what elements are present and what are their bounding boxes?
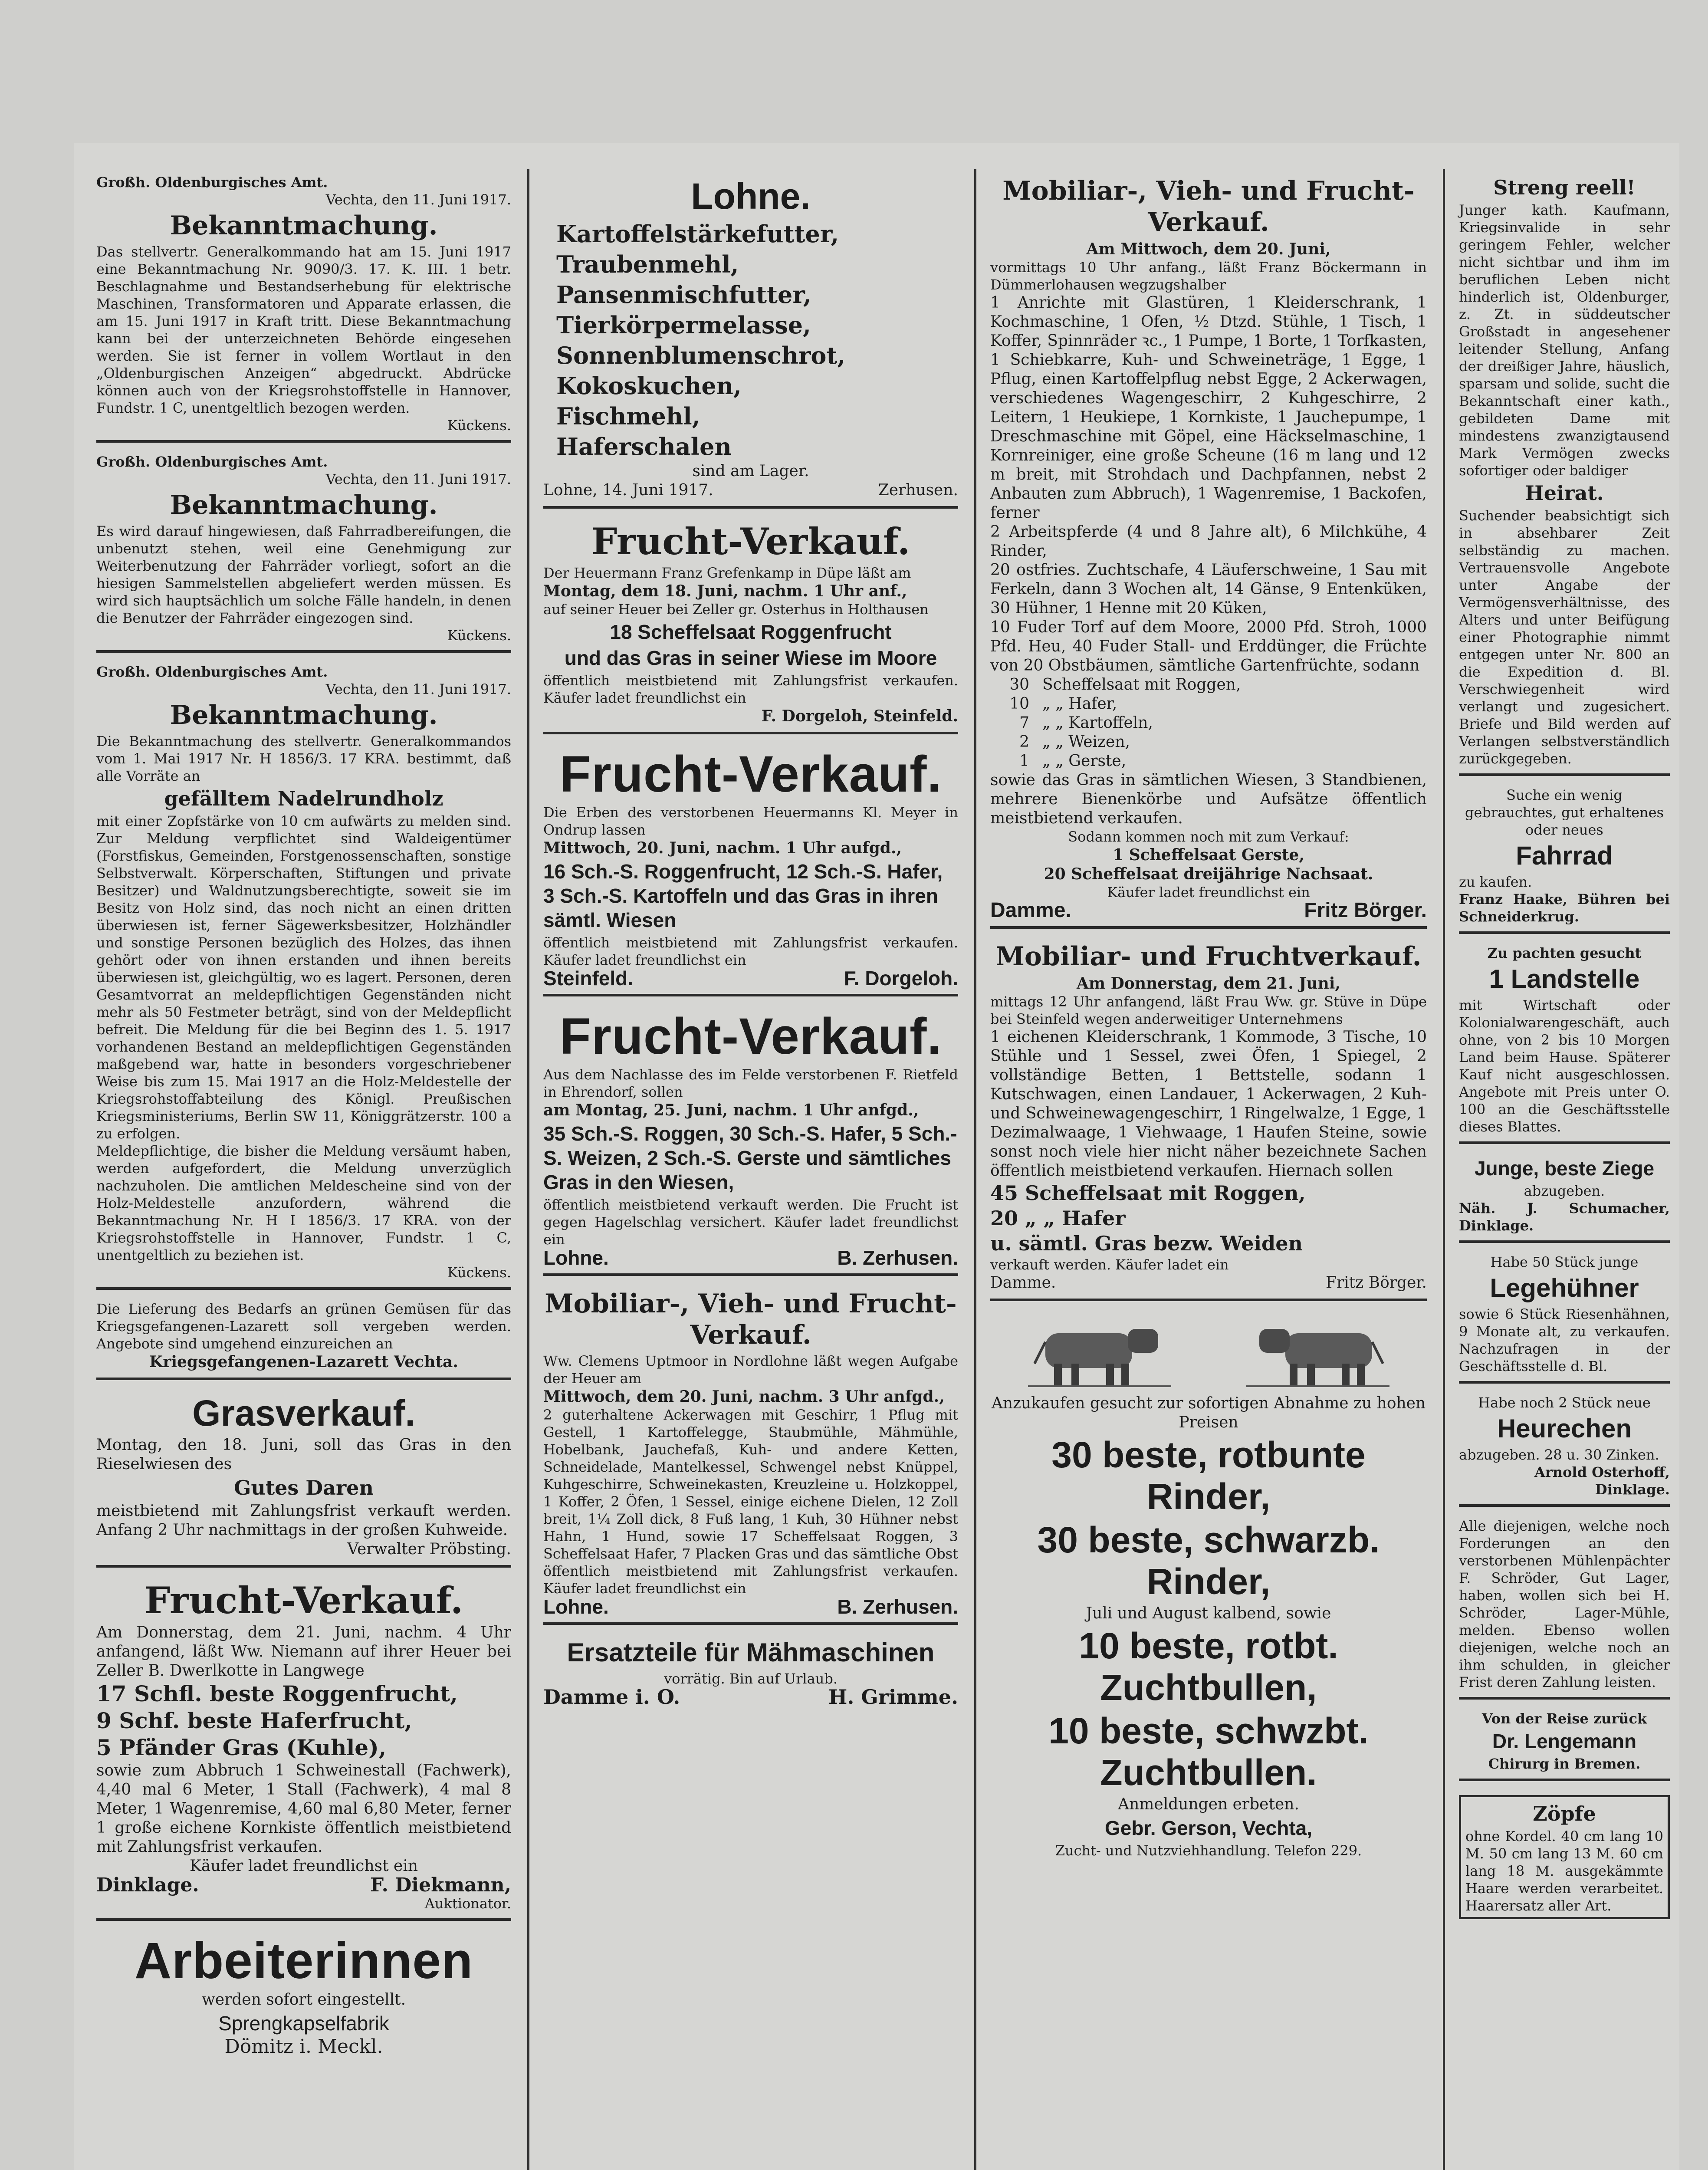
ad-intro: Am Donnerstag, dem 21. Juni, nachm. 4 Uhr anfangend, läßt Ww. Niemann auf ihrer Heuer bei Zeller B. Dwerlkotte in Langwege: [96, 1624, 511, 1680]
notice-intro: Die Bekanntmachung des stellvertr. Generalkommandos vom 1. Mai 1917 Nr. H 1856/3. 17 KRA. bestimmt, daß alle Vorräte an: [96, 733, 511, 784]
crop-unit: „ „ Kartoffeln,: [1042, 714, 1153, 732]
ad-body: ohne Kordel. 40 cm lang 10 M. 50 cm lang 13 M. 60 cm lang 18 M. ausgekämmte Haare werden verarbeitet. Haarersatz aller Art.: [1465, 1828, 1663, 1914]
ad-grass-sale: [96, 1386, 511, 1568]
ad-body: auf seiner Heuer bei Zeller gr. Osterhus in Holthausen: [543, 601, 929, 618]
ad-place: Damme.: [990, 899, 1071, 922]
cow-icon: [1028, 1316, 1171, 1390]
ad-highlight: 20 „ „ Hafer: [990, 1207, 1126, 1230]
notice-body: Das stellvertr. Generalkommando hat am 15. Juni 1917 eine Bekanntmachung Nr. 9090/3. 17. K. III. 1 betr. Beschlagnahme und Bestandserhebung für elektrische Maschinen, Transformatoren und Apparate erlassen, die am 15. Juni 1917 in Kraft tritt. Diese Bekanntmachung kann bei der unterzeichneten Behörde eingesehen werden. Sie ist ferner in vollem Wortlaut in den „Oldenburgischen Anzeigen“ abgedruckt. Abdrücke können auch von der Kriegsrohstoffstelle in Hannover, Fundstr. 1 C, unentgeltlich bezogen werden.: [96, 243, 511, 416]
ad-title: Ersatzteile für Mähmaschinen: [567, 1638, 935, 1667]
ad-body: 1 eichenen Kleiderschrank, 1 Kommode, 3 Tische, 10 Stühle und 1 Sessel, zwei Öfen, 1 Spiegel, 2 vollständige Betten, 1 Bettstelle, sodann 1 Kutschwagen, einen Landauer, 1 Ackerwagen, 2 Kuh- und Schweinewagengeschirr, 1 Ringelwalze, 1 Egge, 1 Dezimalwaage, 1 Viehwaage, 1 Haufen Steine, sowie sonst noch viele hier nicht näher bezeichnete Sachen öffentlich meistbietend verkaufen. Hiernach sollen: [990, 1028, 1427, 1180]
notice-vegetables: [96, 1296, 511, 1380]
ad-title: Mobiliar-, Vieh- und Frucht-Verkauf.: [545, 1289, 957, 1350]
column-4: [1449, 169, 1679, 2170]
hair-ad-frame: [1459, 1795, 1670, 1919]
authority: Großh. Oldenburgisches Amt.: [96, 454, 328, 470]
company-city: Dömitz i. Meckl.: [224, 2035, 383, 2058]
ad-body-2: meistbietend mit Zahlungsfrist verkauft werden. Anfang 2 Uhr nachmittags in der großen Kuhweide.: [96, 1502, 511, 1539]
feed-item: Tierkörpermelasse,: [556, 311, 811, 339]
ad-title: Arbeiterinnen: [134, 1932, 473, 1989]
crop-qty: 1: [1019, 752, 1029, 770]
ad-title: Mobiliar-, Vieh- und Frucht-Verkauf.: [1002, 176, 1415, 237]
ad-title: Heurechen: [1497, 1414, 1632, 1443]
ad-title: Grasverkauf.: [192, 1393, 415, 1434]
signature: Kückens.: [447, 417, 511, 434]
crop-unit: „ „ Gerste,: [1042, 752, 1127, 770]
ad-title: 1 Landstelle: [1489, 964, 1640, 993]
ad-fruit-sale-grefenkamp: [543, 515, 958, 734]
signature-role: Auktionator.: [424, 1895, 511, 1912]
ad-highlight: 30 beste, schwarzb. Rinder,: [1037, 1519, 1380, 1602]
ad-intro: Habe 50 Stück junge: [1490, 1254, 1639, 1270]
ad-title: Mobiliar- und Fruchtverkauf.: [995, 941, 1422, 972]
ad-date: Am Donnerstag, dem 21. Juni,: [1077, 974, 1340, 993]
ad-subtitle: werden sofort eingestellt.: [201, 1991, 406, 2009]
ad-fruit-sale-meyer: [543, 740, 958, 996]
ad-fruit-sale-niemann: [96, 1574, 511, 1921]
column-2: [534, 169, 968, 2170]
ad-hay-rakes: [1459, 1390, 1670, 1507]
dateline: Vechta, den 11. Juni 1917.: [325, 191, 511, 208]
ad-title: Zöpfe: [1533, 1802, 1596, 1825]
newspaper-page: [74, 143, 1679, 2170]
ad-tail: sowie das Gras in sämtlichen Wiesen, 3 Standbienen, mehrere Bienenkörbe und Aufsätze öffentlich meistbietend verkaufen.: [990, 771, 1427, 827]
ad-furniture-sale-uptmoor: [543, 1282, 958, 1625]
ad-highlight: 35 Sch.-S. Roggen, 30 Sch.-S. Hafer, 5 Sch.-S. Weizen, 2 Sch.-S. Gerste und sämtliches Gras in den Wiesen,: [543, 1122, 957, 1194]
ad-highlight: 45 Scheffelsaat mit Roggen,: [990, 1181, 1306, 1205]
ad-title: Fahrrad: [1516, 841, 1613, 870]
notice-body-2: Meldepflichtige, die bisher die Meldung versäumt haben, werden aufgefordert, die Meldung unverzüglich nachzuholen. Die amtlichen Meldescheine sind von der Holz-Meldestelle anzufordern, während die Bekanntmachung Nr. H I 1856/3. 17 KRA. von der Kriegsrohstoffstelle in Hannover, Fundstr. 1 C, unentgeltlich zu beziehen ist.: [96, 1143, 511, 1263]
signature: H. Grimme.: [828, 1685, 958, 1709]
ad-date: Montag, dem 18. Juni, nachm. 1 Uhr anf.,: [543, 582, 907, 600]
notice-body: Die Lieferung des Bedarfs an grünen Gemüsen für das Kriegsgefangenen-Lazarett soll vergeben werden. Angebote sind umgehend einzureichen an: [96, 1301, 511, 1352]
ad-intro: Ww. Clemens Uptmoor in Nordlohne läßt wegen Aufgabe der Heuer am: [543, 1353, 958, 1387]
feed-item: Sonnenblumenschrot,: [556, 342, 846, 369]
ad-note: Anmeldungen erbeten.: [1118, 1795, 1299, 1813]
ad-body: öffentlich meistbietend verkauft werden. Die Frucht ist gegen Hagelschlag versichert. Käufer ladet freundlichst ein: [543, 1197, 958, 1248]
signature: F. Dorgeloh, Steinfeld.: [761, 707, 958, 725]
ad-subtitle: abzugeben.: [1524, 1183, 1605, 1199]
ad-title: Lohne.: [691, 176, 811, 217]
feed-item: Fischmehl,: [556, 402, 700, 430]
notice-subject: gefälltem Nadelrundholz: [164, 787, 443, 810]
ad-highlight-2: und das Gras in seiner Wiese im Moore: [564, 647, 937, 669]
ad-body: Alle diejenigen, welche noch Forderungen an den verstorbenen Mühlenpächter F. Schröder, Gut Lager, haben, wollen sich bei H. Schröder, Lager-Mühle, melden. Ebenso wollen diejenigen, welche noch an ihm schulden, in gleicher Frist deren Zahlung leisten.: [1459, 1518, 1670, 1690]
signature: Näh. J. Schumacher, Dinklage.: [1459, 1200, 1670, 1234]
ad-highlight: 10 beste, rotbt. Zuchtbullen,: [1079, 1625, 1338, 1708]
ad-title: Junge, beste Ziege: [1474, 1157, 1655, 1180]
signature: Fritz Börger.: [1304, 899, 1427, 922]
dateline: Vechta, den 11. Juni 1917.: [325, 681, 511, 697]
crop-list: [990, 675, 1427, 771]
crop-unit: „ „ Hafer,: [1042, 695, 1117, 713]
ad-invite: Käufer ladet freundlichst ein: [189, 1857, 418, 1875]
signature: Kückens.: [447, 1264, 511, 1281]
ad-title: Streng reell!: [1493, 176, 1636, 199]
ad-highlight: Heirat.: [1525, 481, 1604, 505]
ad-intro: vormittags 10 Uhr anfang., läßt Franz Böckermann in Dümmerlohausen wegzugshalber: [990, 259, 1427, 293]
ad-item-3: 5 Pfänder Gras (Kuhle),: [96, 1735, 387, 1760]
ad-also-item: 1 Scheffelsaat Gerste,: [1113, 846, 1304, 864]
ad-body: sowie zum Abbruch 1 Schweinestall (Fachwerk), 4,40 mal 6 Meter, 1 Stall (Fachwerk), 4 mal 8 Meter, 1 Wagenremise, 4,60 mal 6,80 Meter, ferner 1 große eichene Kornkiste öffentlich meistbietend mit Zahlungsfrist verkaufen.: [96, 1762, 511, 1856]
signature: F. Diekmann,: [370, 1874, 511, 1896]
crop-qty: 10: [1009, 695, 1029, 713]
dateline: Vechta, den 11. Juni 1917.: [325, 471, 511, 487]
cow-icon: [1246, 1316, 1389, 1390]
ad-highlight: 30 beste, rotbunte Rinder,: [1051, 1434, 1366, 1517]
ad-goat: [1459, 1150, 1670, 1243]
ad-place: Damme i. O.: [543, 1685, 680, 1709]
ad-mower-parts: [543, 1631, 958, 1713]
signature: Arnold Osterhoff, Dinklage.: [1534, 1464, 1670, 1498]
ad-also: Sodann kommen noch mit zum Verkauf:: [1068, 829, 1349, 845]
ad-title: Frucht-Verkauf.: [144, 1579, 463, 1622]
ad-creditors-notice: [1459, 1513, 1670, 1700]
ad-marriage: [1459, 169, 1670, 776]
ad-body-2: Suchender beabsichtigt sich in absehbarer Zeit selbständig zu machen. Vertrauensvolle Angebote unter Angabe der Vermögensverhältnisse, des Alters und unter Beifügung einer Photographie nimmt entgegen unter Nr. 800 an die Expedition d. Bl. Verschwiegenheit wird verlangt und zugesichert. Briefe und Bild werden auf Verlangen selbstverständlich zurückgegeben.: [1459, 507, 1670, 767]
company-name: Gebr. Gerson, Vechta,: [1104, 1817, 1313, 1839]
notice-electric-machines: [96, 169, 511, 443]
ad-intro: Von der Reise zurück: [1481, 1710, 1647, 1727]
ad-also-item: 20 Scheffelsaat dreijährige Nachsaat.: [1044, 865, 1373, 883]
signature: B. Zerhusen.: [837, 1246, 958, 1269]
ad-body: öffentlich meistbietend mit Zahlungsfrist verkaufen. Käufer ladet freundlichst ein: [543, 934, 958, 968]
ad-female-workers: [96, 1927, 511, 2062]
column-rule: [1443, 169, 1445, 2170]
ad-highlight: u. sämtl. Gras bezw. Weiden: [990, 1232, 1303, 1255]
estate-name: Gutes Daren: [234, 1476, 374, 1499]
crop-qty: 7: [1019, 714, 1029, 732]
ad-body: 2 guterhaltene Ackerwagen mit Geschirr, 1 Pflug mit Gestell, 1 Kartoffelegge, Staubmühle, Mähmühle, Hobelbank, Jauchefaß, Kuh- und andere Ketten, Schneidelade, Mantelkessel, Schwengel nebst Knüppel, Kuhgeschirre, Schweinekasten, Kreuzleine u. Holzkoppel, 1 Koffer, 2 Öfen, 1 Sessel, einige eichene Dielen, 12 Zoll breit, 1¼ Zoll dick, 8 Fuß lang, 1 Kuh, 30 Hühner nebst Hahn, 1 Hund, sowie 17 Scheffelsaat Roggen, 3 Scheffelsaat Hafer, 7 Placken Gras und das sämtliche Obst öffentlich meistbietend mit Zahlungsfrist verkaufen. Käufer ladet freundlichst ein: [543, 1407, 958, 1597]
column-1: [87, 169, 521, 2170]
ad-body: Junger kath. Kaufmann, Kriegsinvalide in sehr geringem Fehler, welcher nicht sichtbar und ihm im beruflichen Leben nicht hinderlich ist, Oldenburger, z. Zt. in süddeutscher Großstadt in angesehener leitender Stellung, Anfang der dreißiger Jahre, häuslich, sparsam und solide, sucht die Bekanntschaft einer kath., gebildeten Dame mit mindestens zwanzigtausend Mark Vermögen zwecks sofortiger oder baldiger: [1459, 202, 1670, 479]
ad-place: Damme.: [990, 1274, 1056, 1292]
ad-item-2: 9 Schf. beste Haferfrucht,: [96, 1708, 412, 1733]
feed-list: [543, 219, 958, 462]
company-name: Sprengkapselfabrik: [218, 2012, 389, 2035]
ad-farmstead: [1459, 940, 1670, 1144]
signature: Fritz Börger.: [1326, 1274, 1427, 1292]
ad-subtitle: Chirurg in Bremen.: [1488, 1756, 1641, 1772]
ad-item-block: 2 Arbeitspferde (4 und 8 Jahre alt), 6 Milchkühe, 4 Rinder,: [990, 523, 1427, 560]
ad-cattle-purchase: [990, 1307, 1427, 1865]
notice-bicycle-tires: [96, 449, 511, 653]
crop-unit: Scheffelsaat mit Roggen,: [1042, 676, 1241, 694]
crop-qty: 2: [1019, 733, 1029, 751]
ad-intro: Habe noch 2 Stück neue: [1478, 1394, 1651, 1411]
signature: Zerhusen.: [878, 481, 958, 499]
ad-lohne-feed: [543, 169, 958, 509]
ad-title: Legehühner: [1490, 1273, 1639, 1302]
crop-unit: „ „ Weizen,: [1042, 733, 1130, 751]
ad-item-block: 10 Fuder Torf auf dem Moore, 2000 Pfd. Stroh, 1000 Pfd. Heu, 40 Fuder Stall- und Erddünger, die Früchte von 20 Obstbäumen, sämtliche Gartenfrüchte, sodann: [990, 618, 1427, 674]
ad-highlight-1: 18 Scheffelsaat Roggenfrucht: [610, 621, 892, 643]
ad-date: Mittwoch, 20. Juni, nachm. 1 Uhr aufgd.,: [543, 839, 902, 857]
column-3: [981, 169, 1436, 2170]
ad-highlight: 10 beste, schwzbt. Zuchtbullen.: [1048, 1710, 1369, 1793]
signature: B. Zerhusen.: [837, 1595, 958, 1618]
notice-timber: [96, 659, 511, 1290]
ad-title: Frucht-Verkauf.: [559, 1008, 942, 1065]
company-line: Zucht- und Nutzviehhandlung. Telefon 229.: [1055, 1842, 1362, 1859]
ad-highlight: 16 Sch.-S. Roggenfrucht, 12 Sch.-S. Hafer, 3 Sch.-S. Kartoffeln und das Gras in ihren sämtl. Wiesen: [543, 860, 943, 931]
ad-hens: [1459, 1249, 1670, 1384]
ad-place: Lohne, 14. Juni 1917.: [543, 481, 713, 499]
ad-place: Dinklage.: [96, 1874, 199, 1896]
cattle-illustration: [990, 1316, 1427, 1390]
column-rule: [527, 169, 529, 2170]
feed-item: Haferschalen: [556, 433, 732, 460]
ad-fruit-sale-rietfeld: [543, 1003, 958, 1276]
feed-item: Kokoskuchen,: [556, 372, 742, 400]
authority: Großh. Oldenburgisches Amt.: [96, 664, 328, 680]
ad-body: Montag, den 18. Juni, soll das Gras in den Rieselwiesen des: [96, 1436, 511, 1473]
feed-item: Kartoffelstärkefutter,: [556, 220, 839, 248]
notice-title: Bekanntmachung.: [170, 700, 438, 730]
signature: Franz Haake, Bühren bei Schneiderkrug.: [1459, 891, 1670, 925]
ad-item-block: 20 ostfries. Zuchtschafe, 4 Läuferschweine, 1 Sau mit Ferkeln, dann 3 Wochen alt, 14 Gänse, 9 Entenküken, 30 Hühner, 1 Henne mit 20 Küken,: [990, 561, 1427, 617]
ad-body-2: öffentlich meistbietend mit Zahlungsfrist verkaufen. Käufer ladet freundlichst ein: [543, 672, 958, 706]
ad-intro: Der Heuermann Franz Grefenkamp in Düpe läßt am: [543, 565, 911, 581]
ad-place: Steinfeld.: [543, 967, 634, 990]
ad-body: mit Wirtschaft oder Kolonialwarengeschäft, auch ohne, von 2 bis 10 Morgen Land beim Hause. Späterer Kauf nicht ausgeschlossen. Angebote mit Preis unter O. 100 an die Geschäftsstelle dieses Blattes.: [1459, 997, 1670, 1135]
signature: F. Dorgeloh.: [844, 967, 958, 990]
ad-date: Am Mittwoch, dem 20. Juni,: [1086, 240, 1331, 258]
ad-intro: Anzukaufen gesucht zur sofortigen Abnahme zu hohen Preisen: [991, 1394, 1426, 1431]
ad-tail: verkauft werden. Käufer ladet ein: [990, 1256, 1229, 1273]
ad-hair-braids: [1459, 1787, 1670, 1929]
signature: Verwalter Pröbsting.: [347, 1540, 511, 1558]
ad-date: Mittwoch, dem 20. Juni, nachm. 3 Uhr anfgd.,: [543, 1387, 945, 1406]
ad-place: Lohne.: [543, 1246, 609, 1269]
notice-title: Bekanntmachung.: [170, 210, 438, 241]
stock-note: sind am Lager.: [692, 462, 809, 480]
ad-body: sowie 6 Stück Riesenhähnen, 9 Monate alt, zu verkaufen. Nachzufragen in der Geschäftsstelle d. Bl.: [1459, 1306, 1670, 1374]
ad-title: Dr. Lengemann: [1492, 1730, 1637, 1752]
ad-intro: mittags 12 Uhr anfangend, läßt Frau Ww. gr. Stüve in Düpe bei Steinfeld wegen anderweitiger Unternehmens: [990, 993, 1427, 1027]
ad-subtitle: vorrätig. Bin auf Urlaub.: [663, 1670, 838, 1687]
feed-item: Pansenmischfutter,: [556, 281, 811, 309]
ad-doctor-return: [1459, 1706, 1670, 1781]
ad-auction-stueve: [990, 935, 1427, 1301]
feed-item: Traubenmehl,: [556, 250, 739, 278]
ad-title: Frucht-Verkauf.: [559, 746, 942, 803]
ad-bicycle: [1459, 782, 1670, 934]
crop-qty: 30: [1009, 676, 1029, 694]
ad-intro: Zu pachten gesucht: [1487, 945, 1642, 961]
ad-date: am Montag, 25. Juni, nachm. 1 Uhr anfgd.,: [543, 1101, 919, 1119]
ad-invite: Käufer ladet freundlichst ein: [1107, 884, 1310, 901]
notice-title: Bekanntmachung.: [170, 490, 438, 520]
notice-body: mit einer Zopfstärke von 10 cm aufwärts zu melden sind. Zur Meldung verpflichtet sind Waldeigentümer (Forstfiskus, Gemeinden, Forstgenossenschaften, sonstige Selbstverwalt. Körperschaften, Stiftungen und private Besitzer) und Waldnutzungsberechtigte, soweit sie im Besitz von Holz sind, das noch nicht an einen dritten überwiesen ist, ferner Sägewerksbesitzer, Holzhändler und sonstige Personen bezüglich des Holzes, das ihnen gehört oder von ihnen erstanden und ihnen bereits überwiesen ist, gleichgültig, wo es lagert. Personen, deren Gesamtvorrat an meldepflichtigen Gegenständen nicht mehr als 50 Festmeter beträgt, sind von der Meldepflicht befreit. Die Meldung für die bei Beginn des 1. 5. 1917 vorhandenen Bestand an meldepflichtigen Gegenständen maßgebend war, hatte in besonders vorgeschriebener Weise bis zum 15. Mai 1917 an die Holz-Meldestelle der Kriegsrohstoffabteilung des Königl. Preußischen Kriegsministeriums, Berlin SW 11, Königgrätzerstr. 100 a zu erfolgen.: [96, 813, 511, 1142]
organization: Kriegsgefangenen-Lazarett Vechta.: [149, 1353, 458, 1371]
ad-intro: Suche ein wenig gebrauchtes, gut erhaltenes oder neues: [1465, 787, 1664, 838]
authority: Großh. Oldenburgisches Amt.: [96, 174, 328, 191]
column-rule: [974, 169, 976, 2170]
ad-mid: Juli und August kalbend, sowie: [1086, 1604, 1331, 1622]
ad-item-block: 1 Anrichte mit Glastüren, 1 Kleiderschrank, 1 Kochmaschine, 1 Ofen, ½ Dtzd. Stühle, 1 Tisch, 1 Koffer, Spinnräder ꝛc., 1 Pumpe, 1 Borte, 1 Torfkasten, 1 Schiebkarre, Kuh- und Schweineträge, 1 Egge, 1 Pflug, einen Kartoffelpflug nebst Egge, 2 Ackerwagen, verschiedenes Wagengeschirr, 2 Kuhgeschirre, 2 Leitern, 1 Heukiepe, 1 Kornkiste, 1 Jauchepumpe, 1 Dreschmaschine mit Göpel, eine Häckselmaschine, 1 Kornreiniger, eine große Scheune (16 m lang und 12 m breit, mit Strohdach und Dachpfannen, nebst 2 Anbauten zum Abbruch), 1 Wagenremise, 1 Backofen, ferner: [990, 294, 1427, 522]
ad-place: Lohne.: [543, 1595, 609, 1618]
ad-item-1: 17 Schfl. beste Roggenfrucht,: [96, 1681, 458, 1706]
ad-body: abzugeben. 28 u. 30 Zinken.: [1459, 1447, 1659, 1463]
ad-intro: Die Erben des verstorbenen Heuermanns Kl. Meyer in Ondrup lassen: [543, 804, 958, 838]
ad-intro: Aus dem Nachlasse des im Felde verstorbenen F. Rietfeld in Ehrendorf, sollen: [543, 1066, 958, 1100]
ad-title: Frucht-Verkauf.: [591, 520, 910, 563]
ad-auction-boeckermann: [990, 169, 1427, 929]
signature: Kückens.: [447, 627, 511, 644]
ad-subtitle: zu kaufen.: [1459, 874, 1532, 890]
notice-body: Es wird darauf hingewiesen, daß Fahrradbereifungen, die unbenutzt stehen, weil eine Genehmigung zur Weiterbenutzung der Fahrräder vorliegt, sofort an die hiesigen Sammelstellen abgeliefert werden müssen. Es wird sich hauptsächlich um solche Fälle handeln, in denen die Benutzer der Fahrräder eingezogen sind.: [96, 523, 511, 626]
